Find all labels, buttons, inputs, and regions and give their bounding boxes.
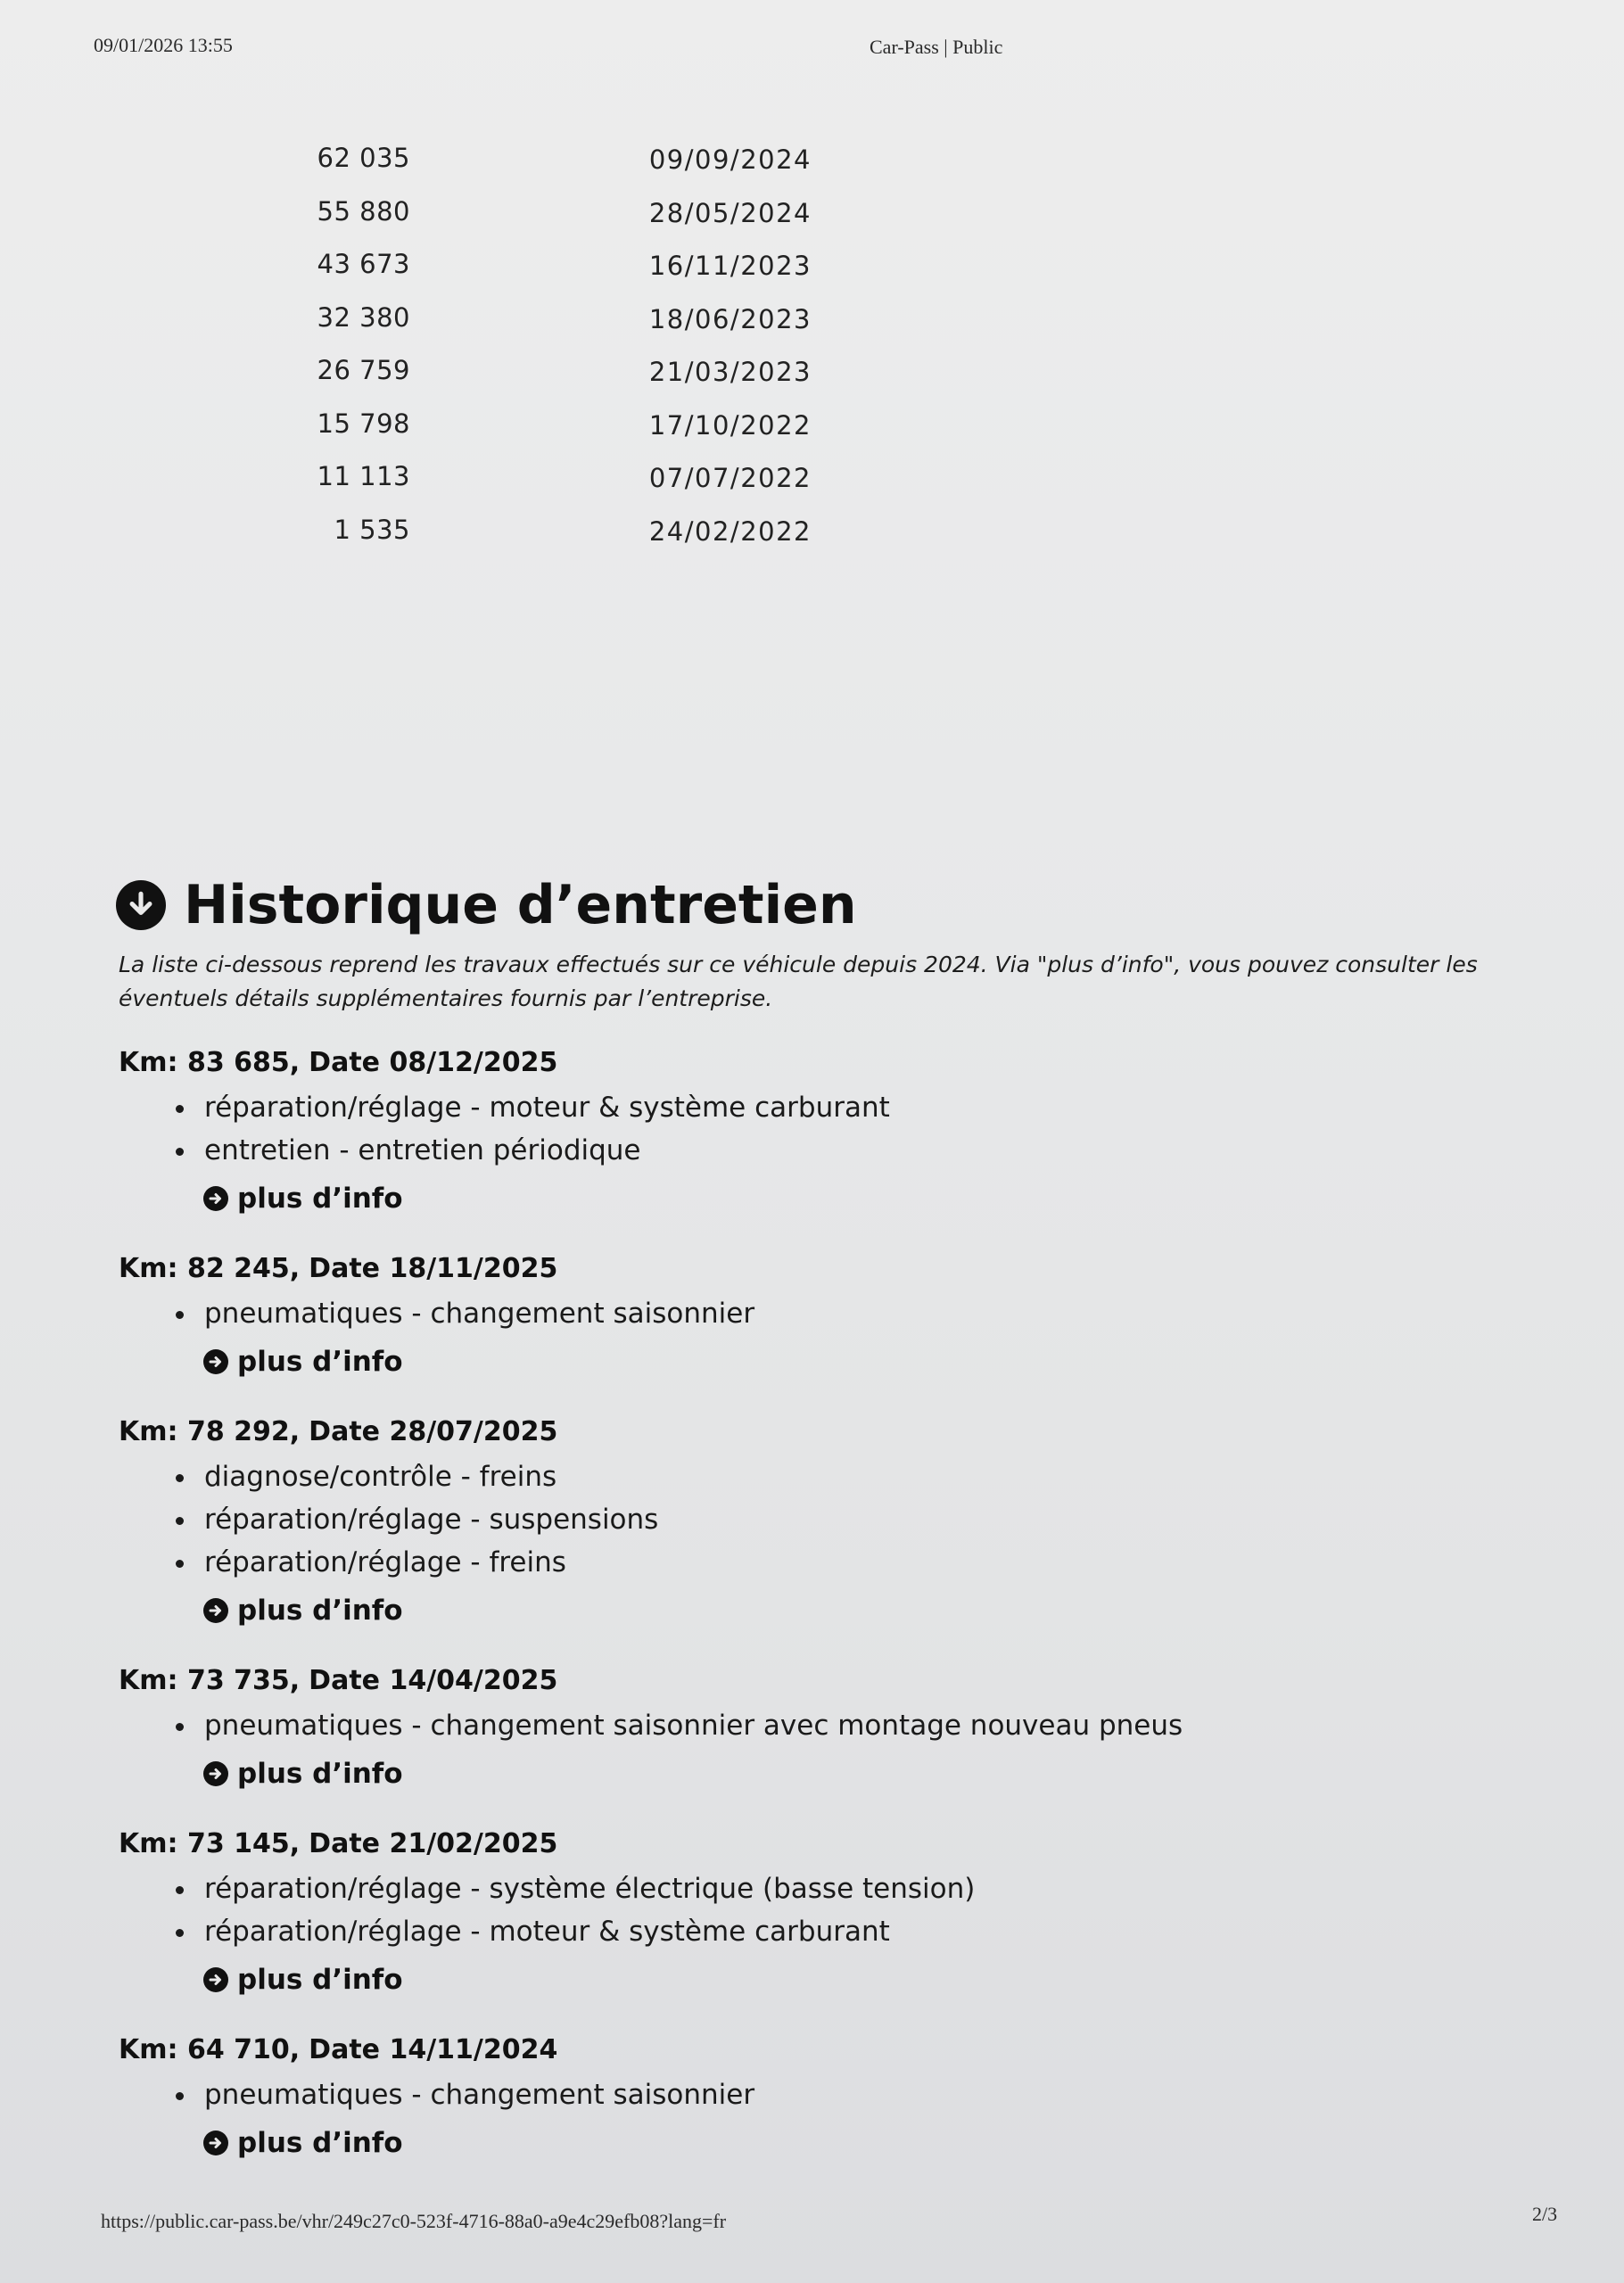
entry-date: Date 18/11/2025: [309, 1253, 558, 1284]
section-title[interactable]: [116, 870, 857, 941]
odometer-km: 11 113: [317, 461, 410, 491]
more-info-label[interactable]: plus d’info: [237, 1758, 403, 1790]
entry-date: Date 14/04/2025: [309, 1665, 558, 1696]
more-info-link[interactable]: [203, 1754, 1546, 1793]
section-title-text: Historique d’entretien: [184, 874, 857, 936]
circle-arrow-right-icon[interactable]: [203, 1761, 228, 1786]
odometer-date: 16/11/2023: [648, 251, 812, 281]
maintenance-entry: [119, 1825, 1546, 1999]
odometer-date: 18/06/2023: [648, 303, 812, 334]
circle-arrow-right-icon[interactable]: [203, 1598, 228, 1623]
odometer-row: [268, 408, 874, 462]
odometer-row: [268, 355, 874, 408]
arrow-down-glyph: [126, 890, 156, 920]
entry-km: Km: 73 145,: [119, 1828, 301, 1859]
page-number: 2/3: [1532, 2203, 1558, 2225]
print-header: [0, 34, 1624, 61]
entry-km: Km: 73 735,: [119, 1665, 301, 1696]
odometer-table: [268, 143, 874, 567]
maintenance-history-list: [119, 1043, 1546, 2194]
odometer-row: [268, 302, 874, 356]
more-info-link[interactable]: [203, 2123, 1546, 2163]
more-info-link[interactable]: [203, 1960, 1546, 1999]
task-list: [119, 1086, 1546, 1172]
maintenance-entry: [119, 1043, 1546, 1218]
entry-date: Date 08/12/2025: [309, 1047, 558, 1078]
odometer-date: 09/09/2024: [648, 144, 812, 175]
task-item: réparation/réglage - suspensions: [204, 1498, 1546, 1541]
arrow-right-glyph: [208, 1972, 224, 1988]
entry-date: Date 14/11/2024: [309, 2034, 558, 2065]
maintenance-entry: [119, 1249, 1546, 1381]
odometer-date: 21/03/2023: [648, 357, 812, 387]
circle-arrow-right-icon[interactable]: [203, 1186, 228, 1211]
more-info-label[interactable]: plus d’info: [237, 1346, 403, 1378]
circle-arrow-right-icon[interactable]: [203, 1349, 228, 1374]
more-info-label[interactable]: plus d’info: [237, 1964, 403, 1996]
entry-km: Km: 83 685,: [119, 1047, 301, 1078]
more-info-label[interactable]: plus d’info: [237, 2127, 403, 2159]
odometer-row: [268, 196, 874, 250]
entry-heading: [119, 1413, 1546, 1452]
task-item: réparation/réglage - système électrique (basse tension): [204, 1867, 1546, 1910]
task-item: pneumatiques - changement saisonnier: [204, 1292, 1546, 1335]
circle-arrow-right-icon[interactable]: [203, 1967, 228, 1992]
task-list: [119, 1292, 1546, 1335]
task-item: pneumatiques - changement saisonnier avec montage nouveau pneus: [204, 1704, 1546, 1747]
more-info-link[interactable]: [203, 1342, 1546, 1381]
odometer-km: 32 380: [317, 301, 410, 333]
odometer-date: 24/02/2022: [648, 515, 812, 547]
entry-km: Km: 82 245,: [119, 1253, 301, 1284]
entry-heading: [119, 1825, 1546, 1864]
arrow-right-glyph: [208, 2135, 224, 2151]
maintenance-entry: [119, 1413, 1546, 1630]
more-info-link[interactable]: [203, 1179, 1546, 1218]
arrow-right-glyph: [208, 1766, 224, 1782]
odometer-date: 17/10/2022: [648, 409, 812, 441]
task-list: [119, 1455, 1546, 1584]
more-info-label[interactable]: plus d’info: [237, 1595, 403, 1627]
task-list: [119, 1704, 1546, 1747]
maintenance-entry: [119, 1661, 1546, 1793]
entry-km: Km: 64 710,: [119, 2034, 301, 2065]
arrow-right-glyph: [208, 1603, 224, 1619]
page-url: https://public.car-pass.be/vhr/249c27c0-523f-4716-88a0-a9e4c29efb08?lang=fr: [101, 2210, 727, 2232]
more-info-label[interactable]: plus d’info: [237, 1183, 403, 1215]
odometer-km: 1 535: [334, 514, 410, 545]
odometer-row: [268, 249, 874, 302]
odometer-row: [268, 515, 874, 568]
more-info-link[interactable]: [203, 1591, 1546, 1630]
odometer-date: 28/05/2024: [648, 197, 812, 228]
odometer-km: 55 880: [317, 195, 410, 227]
entry-km: Km: 78 292,: [119, 1416, 301, 1447]
circle-arrow-down-icon[interactable]: [116, 880, 166, 930]
print-footer: [0, 2203, 1624, 2237]
task-list: [119, 1867, 1546, 1953]
arrow-right-glyph: [208, 1354, 224, 1370]
print-timestamp: 09/01/2026 13:55: [94, 34, 233, 56]
odometer-row: [268, 143, 874, 196]
odometer-km: 15 798: [317, 408, 410, 439]
task-item: réparation/réglage - moteur & système carburant: [204, 1086, 1546, 1129]
task-item: pneumatiques - changement saisonnier: [204, 2073, 1546, 2116]
task-item: entretien - entretien périodique: [204, 1129, 1546, 1172]
task-item: réparation/réglage - moteur & système carburant: [204, 1910, 1546, 1953]
entry-heading: [119, 1249, 1546, 1289]
task-item: réparation/réglage - freins: [204, 1541, 1546, 1584]
maintenance-entry: [119, 2031, 1546, 2163]
entry-heading: [119, 1043, 1546, 1083]
odometer-km: 43 673: [317, 249, 410, 279]
entry-date: Date 28/07/2025: [309, 1416, 558, 1447]
odometer-row: [268, 461, 874, 515]
task-item: diagnose/contrôle - freins: [204, 1455, 1546, 1498]
entry-heading: [119, 2031, 1546, 2070]
entry-date: Date 21/02/2025: [309, 1828, 558, 1859]
circle-arrow-right-icon[interactable]: [203, 2131, 228, 2155]
odometer-date: 07/07/2022: [648, 463, 812, 493]
arrow-right-glyph: [208, 1191, 224, 1207]
document-title: Car-Pass | Public: [870, 36, 1003, 58]
odometer-km: 26 759: [317, 355, 410, 385]
odometer-km: 62 035: [317, 143, 410, 173]
section-intro: La liste ci-dessous reprend les travaux effectués sur ce véhicule depuis 2024. Via "plus d’info", vous pouvez consulter les éventuels détails supplémentaires fournis par l’entreprise.: [119, 952, 1478, 1011]
task-list: [119, 2073, 1546, 2116]
entry-heading: [119, 1661, 1546, 1701]
